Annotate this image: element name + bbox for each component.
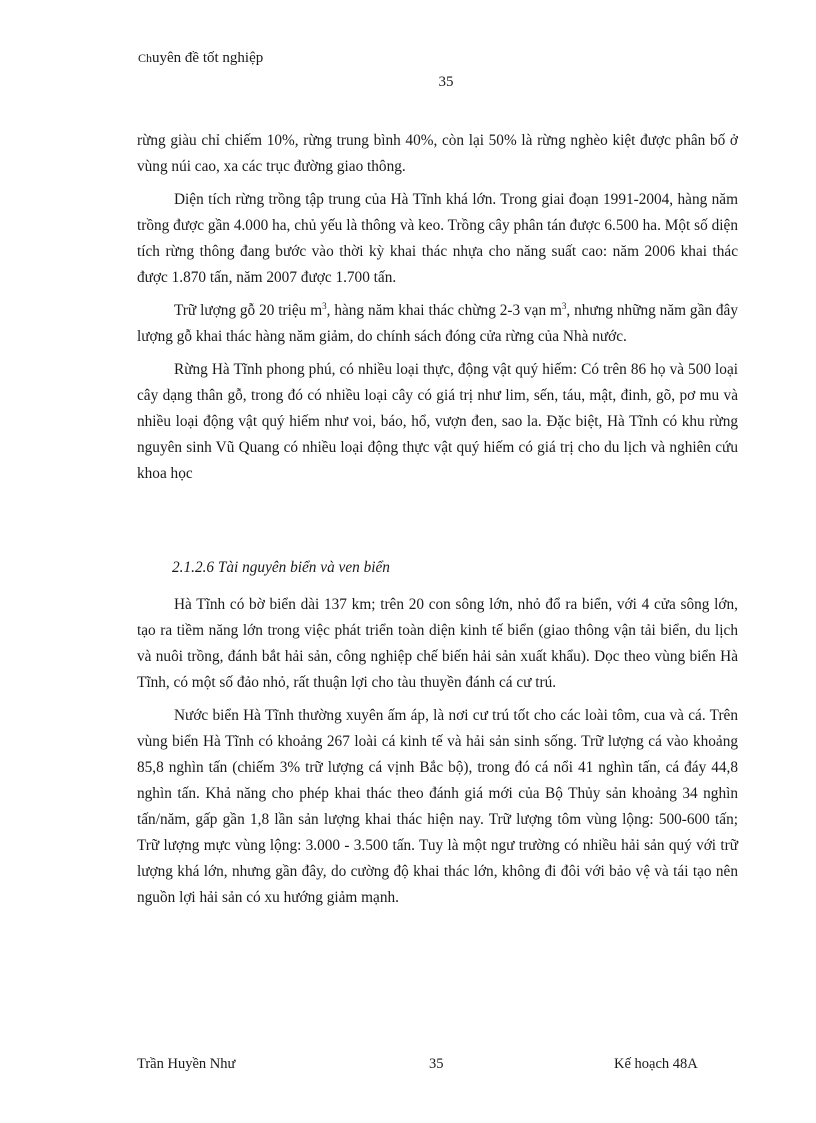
paragraph-seafood: Nước biển Hà Tĩnh thường xuyên ấm áp, là nơi cư trú tốt cho các loài tôm, cua và cá. Trên vùng biển Hà Tĩnh có khoảng 267 loài cá kinh tế và hải sản sinh sống. Trữ lượng cá vào khoảng 85,8 nghìn tấn (chiếm 3% trữ lượng cá vịnh Bắc bộ), trong đó cá nổi 41 nghìn tấn, cá đáy 44,8 nghìn tấn. Khả năng cho phép khai thác theo đánh giá mới của Bộ Thủy sản khoảng 34 nghìn tấn/năm, gấp gần 1,8 lần sản lượng khai thác hiện nay. Trữ lượng tôm vùng lộng: 500-600 tấn; Trữ lượng mực vùng lộng: 3.000 - 3.500 tấn. Tuy là một ngư trường có nhiều hải sản quý với trữ lượng khá lớn, nhưng gần đây, do cường độ khai thác lớn, không đi đôi với bảo vệ và tái tạo nên nguồn lợi hải sản có xu hướng giảm mạnh. (137, 707, 738, 906)
page-footer (137, 1056, 738, 1078)
section-forest-resources (137, 128, 738, 487)
header-title-prefix: Ch (138, 51, 153, 65)
paragraph-biodiversity: Rừng Hà Tĩnh phong phú, có nhiều loại thực, động vật quý hiếm: Có trên 86 họ và 500 loại cây dạng thân gỗ, trong đó có nhiều loại cây có giá trị như lim, sến, táu, mật, đinh, gõ, pơ mu và nhiều loại động vật quý hiếm như voi, báo, hổ, vượn đen, sao la. Đặc biệt, Hà Tĩnh có khu rừng nguyên sinh Vũ Quang có nhiều loại động thực vật quý hiếm có giá trị cho du lịch và nghiên cứu khoa học (137, 361, 738, 482)
timber-text-a: Trữ lượng gỗ 20 triệu m (174, 302, 323, 319)
footer-author: Trần Huyền Như (137, 1056, 236, 1072)
footer-page-number: 35 (429, 1056, 444, 1072)
paragraph-planted-forest: Diện tích rừng trồng tập trung của Hà Tĩnh khá lớn. Trong giai đoạn 1991-2004, hàng năm trồng được gần 4.000 ha, chủ yếu là thông và keo. Trồng cây phân tán được 6.500 ha. Một số diện tích rừng thông đang bước vào thời kỳ khai thác nhựa cho năng suất cao: năm 2006 khai thác được 1.870 tấn, năm 2007 được 1.700 tấn. (137, 191, 738, 286)
paragraph-forest-quality: rừng giàu chỉ chiếm 10%, rừng trung bình 40%, còn lại 50% là rừng nghèo kiệt được phân bố ở vùng núi cao, xa các trục đường giao thông. (137, 132, 738, 175)
section-heading-marine: 2.1.2.6 Tài nguyên biển và ven biển (172, 559, 390, 576)
paragraph-timber-reserve (137, 298, 738, 350)
header-title-rest: uyên đề tốt nghiệp (152, 50, 264, 66)
superscript-cubic-2: 3 (561, 300, 567, 311)
footer-class: Kế hoạch 48A (614, 1056, 698, 1072)
header-title (138, 50, 263, 67)
section-marine-resources (137, 592, 738, 911)
timber-text-b: , hàng năm khai thác chừng 2-3 vạn m (326, 302, 562, 319)
paragraph-coastline: Hà Tĩnh có bờ biển dài 137 km; trên 20 con sông lớn, nhỏ đổ ra biển, với 4 cửa sông lớn, tạo ra tiềm năng lớn trong việc phát triển toàn diện kinh tế biển (giao thông vận tải biển, du lịch và nuôi trồng, đánh bắt hải sản, công nghiệp chế biến hải sản xuất khẩu). Dọc theo vùng biển Hà Tĩnh, có một số đảo nhỏ, rất thuận lợi cho tàu thuyền đánh cá cư trú. (137, 596, 738, 691)
timber-text-c: , nhưng những năm gần đây lượng gỗ khai thác hàng năm giảm, do chính sách đóng cửa rừng của Nhà nước. (137, 302, 738, 345)
header-page-number: 35 (438, 74, 454, 90)
superscript-cubic-1: 3 (322, 300, 327, 311)
